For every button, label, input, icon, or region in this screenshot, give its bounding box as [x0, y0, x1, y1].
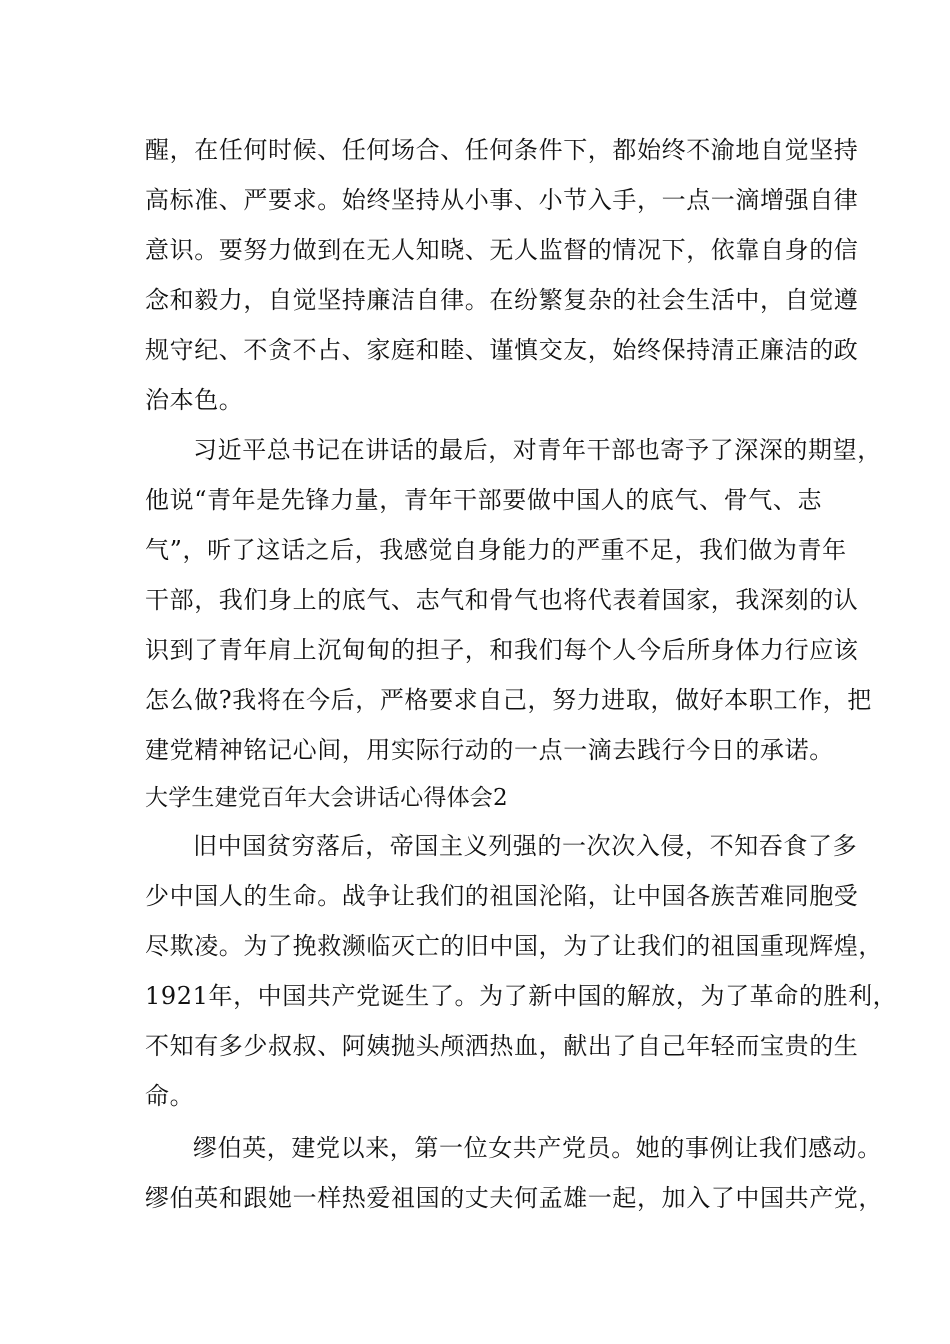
paragraph-4-line-1: 缪伯英，建党以来，第一位女共产党员。她的事例让我们感动。: [193, 1134, 882, 1162]
paragraph-1-line-3: 意识。要努力做到在无人知晓、无人监督的情况下，依靠自身的信: [145, 236, 859, 264]
paragraph-4-line-2: 缪伯英和跟她一样热爱祖国的丈夫何孟雄一起，加入了中国共产党，: [145, 1184, 883, 1212]
paragraph-1-line-5: 规守纪、不贪不占、家庭和睦、谨慎交友，始终保持清正廉洁的政: [145, 336, 859, 364]
paragraph-2-line-4: 干部，我们身上的底气、志气和骨气也将代表着国家，我深刻的认: [145, 586, 859, 614]
paragraph-1-line-1: 醒，在任何时候、任何场合、任何条件下，都始终不渝地自觉坚持: [145, 136, 859, 164]
paragraph-1-line-4: 念和毅力，自觉坚持廉洁自律。在纷繁复杂的社会生活中，自觉遵: [145, 286, 859, 314]
paragraph-3-line-1: 旧中国贫穷落后，帝国主义列强的一次次入侵，不知吞食了多: [193, 832, 858, 860]
paragraph-3-line-4: 1921年，中国共产党诞生了。为了新中国的解放，为了革命的胜利，: [145, 982, 898, 1010]
paragraph-2-line-6: 怎么做?我将在今后，严格要求自己，努力进取，做好本职工作，把: [145, 686, 872, 714]
section-heading: 大学生建党百年大会讲话心得体会2: [145, 785, 508, 811]
paragraph-2-line-1: 习近平总书记在讲话的最后，对青年干部也寄予了深深的期望，: [193, 436, 882, 464]
paragraph-3-line-2: 少中国人的生命。战争让我们的祖国沦陷，让中国各族苦难同胞受: [145, 882, 859, 910]
paragraph-2-line-5: 识到了青年肩上沉甸甸的担子，和我们每个人今后所身体力行应该: [145, 636, 859, 664]
paragraph-3-line-6: 命。: [145, 1082, 195, 1110]
paragraph-2-line-3: 气”，听了这话之后，我感觉自身能力的严重不足，我们做为青年: [145, 536, 847, 564]
paragraph-3-line-5: 不知有多少叔叔、阿姨抛头颅洒热血，献出了自己年轻而宝贵的生: [145, 1032, 859, 1060]
paragraph-1-line-6: 治本色。: [145, 386, 244, 414]
paragraph-2-line-2: 他说“青年是先锋力量，青年干部要做中国人的底气、骨气、志: [145, 486, 823, 514]
paragraph-1-line-2: 高标准、严要求。始终坚持从小事、小节入手，一点一滴增强自律: [145, 186, 859, 214]
paragraph-2-line-7: 建党精神铭记心间，用实际行动的一点一滴去践行今日的承诺。: [145, 736, 834, 764]
paragraph-3-line-3: 尽欺凌。为了挽救濒临灭亡的旧中国，为了让我们的祖国重现辉煌，: [145, 932, 883, 960]
